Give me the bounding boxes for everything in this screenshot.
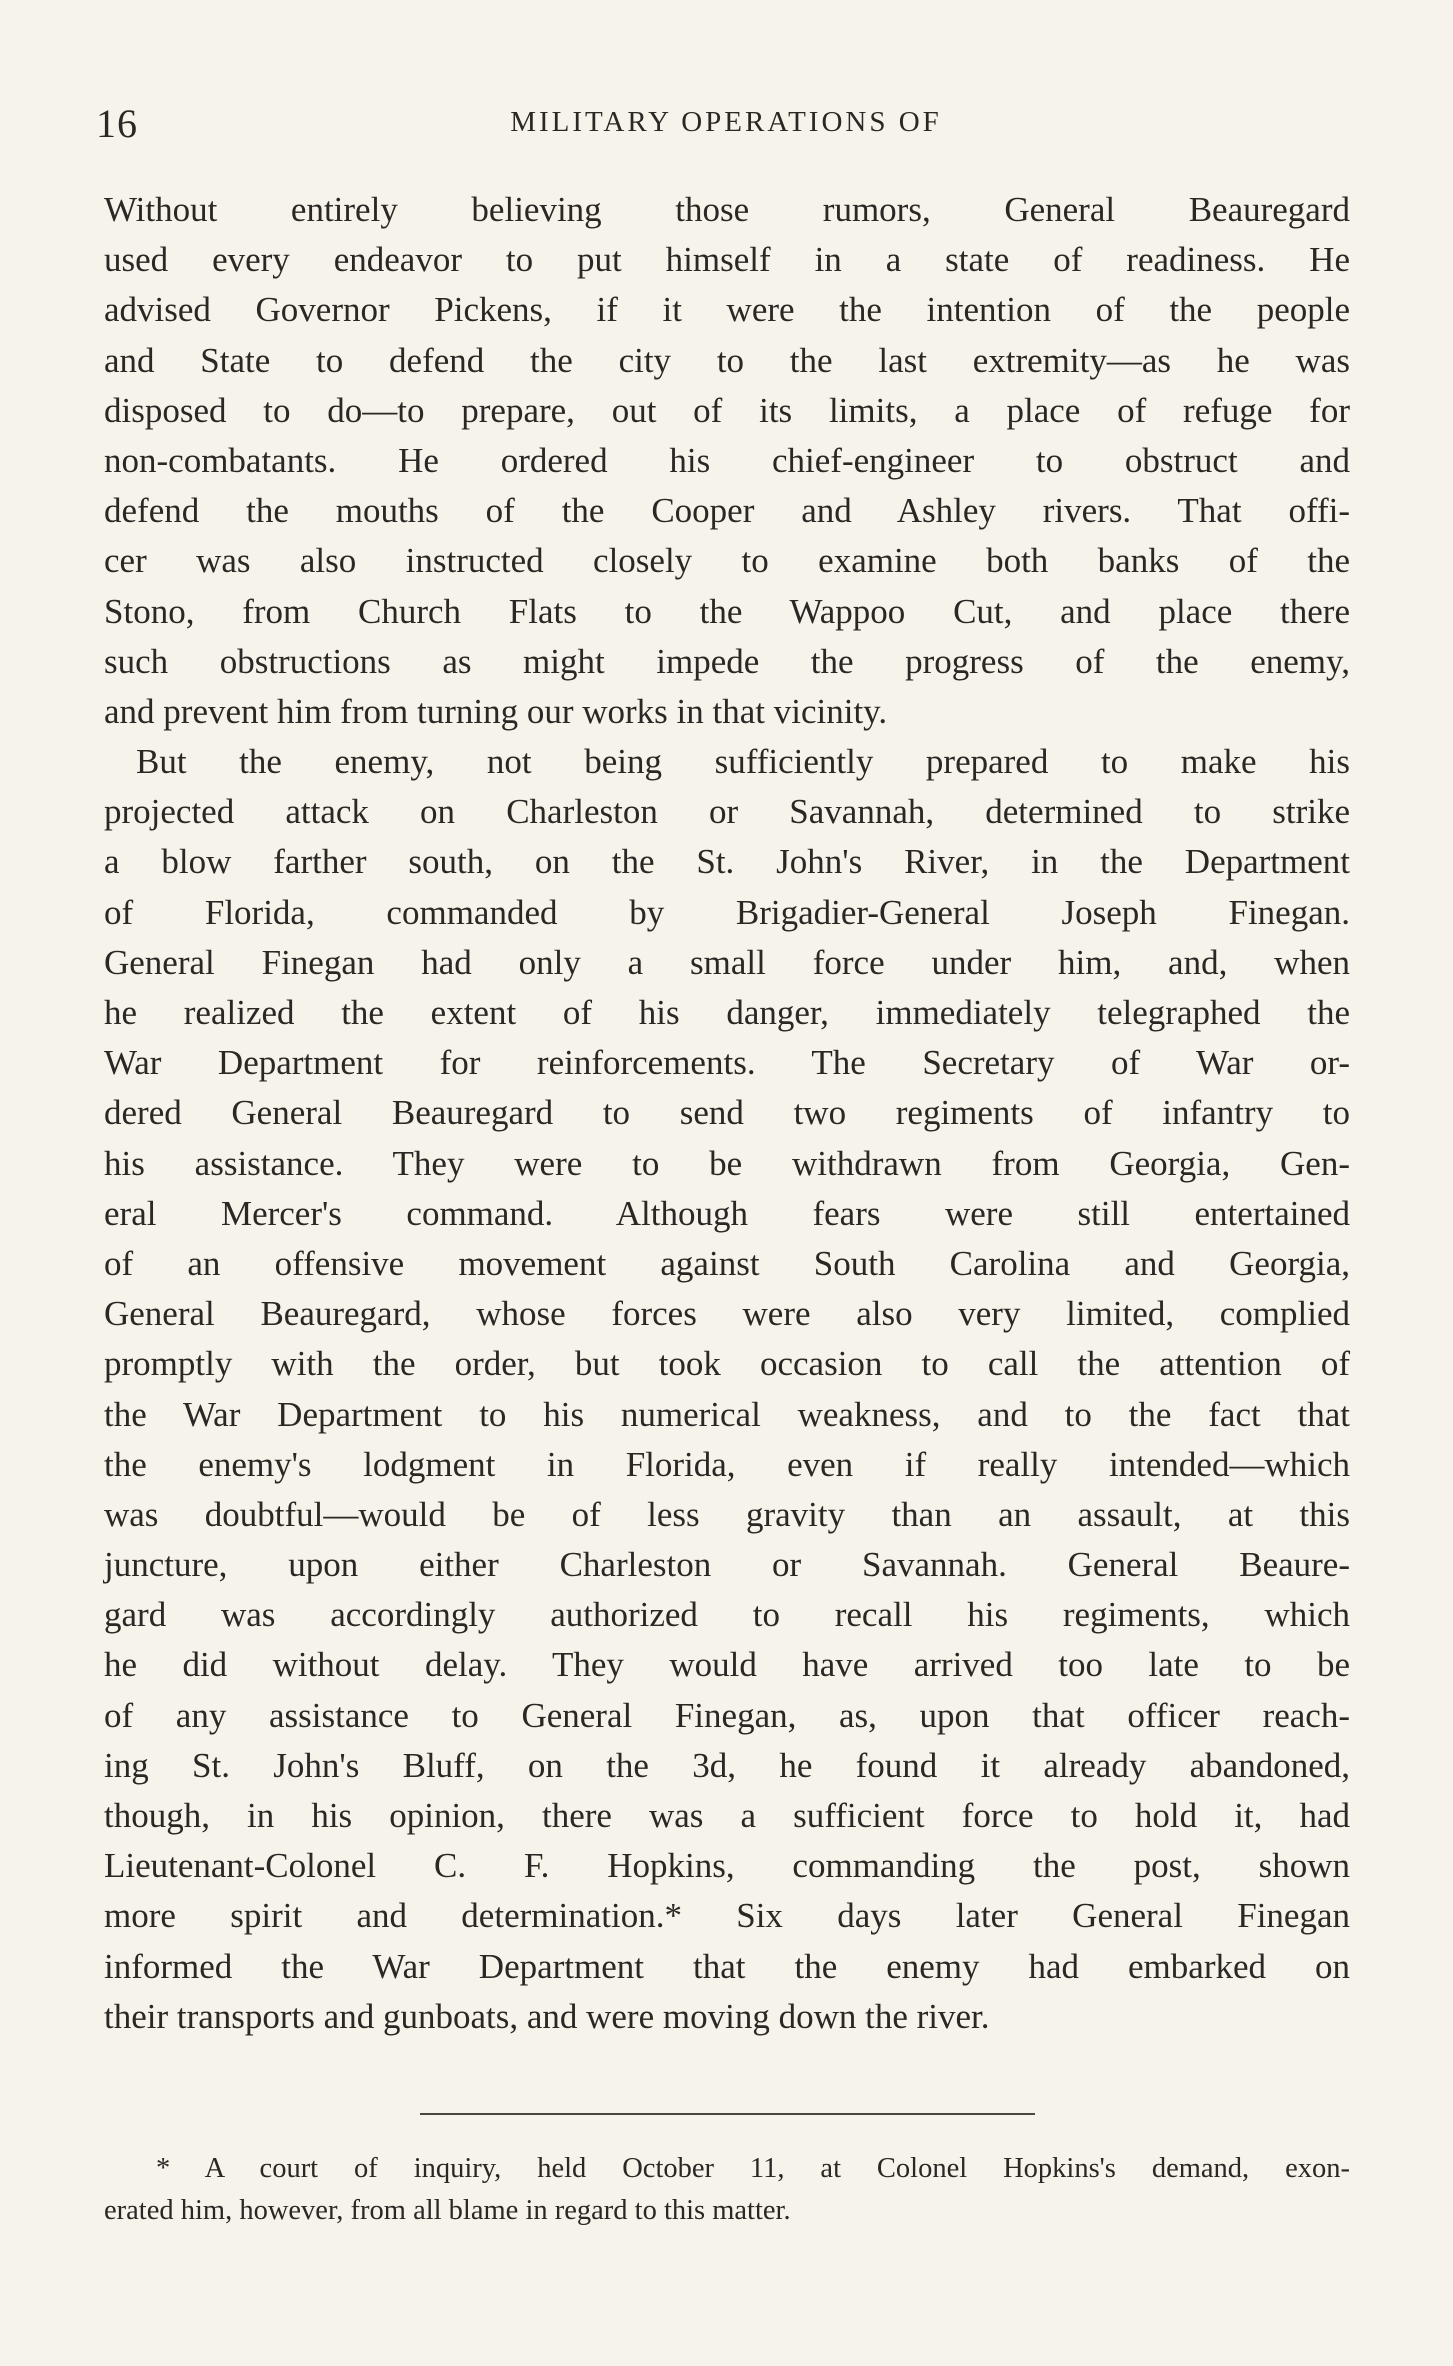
- text-line: of Florida, commanded by Brigadier-General Joseph Finegan.: [104, 892, 1350, 932]
- text-line: he realized the extent of his danger, immediately telegraphed the: [104, 993, 1350, 1032]
- text-line: Without entirely believing those rumors, General Beauregard: [104, 190, 1350, 229]
- text-line: his assistance. They were to be withdrawn from Georgia, Gen-: [104, 1143, 1350, 1183]
- text-line: the enemy's lodgment in Florida, even if really intended—which: [104, 1444, 1350, 1484]
- text-line: their transports and gunboats, and were moving down the river.: [104, 1996, 990, 2036]
- text-line: non-combatants. He ordered his chief-engineer to obstruct and: [104, 440, 1350, 480]
- running-head: MILITARY OPERATIONS OF: [510, 106, 942, 138]
- text-line: defend the mouths of the Cooper and Ashley rivers. That offi-: [104, 491, 1350, 531]
- text-line: Stono, from Church Flats to the Wappoo Cut, and place there: [104, 591, 1350, 631]
- text-line: he did without delay. They would have arrived too late to be: [104, 1645, 1350, 1685]
- text-line: was doubtful—would be of less gravity than an assault, at this: [104, 1494, 1350, 1534]
- text-line: gard was accordingly authorized to recall his regiments, which: [104, 1595, 1350, 1635]
- text-line: eral Mercer's command. Although fears were still entertained: [104, 1193, 1350, 1233]
- text-line: cer was also instructed closely to examine both banks of the: [104, 541, 1350, 581]
- text-line: and prevent him from turning our works in that vicinity.: [104, 691, 888, 731]
- page-header: [96, 100, 1356, 150]
- text-line: General Finegan had only a small force under him, and, when: [104, 942, 1350, 982]
- footnote-line: * A court of inquiry, held October 11, at Colonel Hopkins's demand, exon-: [156, 2153, 1350, 2184]
- text-line: used every endeavor to put himself in a state of readiness. He: [104, 240, 1350, 280]
- footnote: [104, 2148, 1350, 2232]
- text-line: of an offensive movement against South Carolina and Georgia,: [104, 1243, 1350, 1283]
- text-line: Lieutenant-Colonel C. F. Hopkins, commanding the post, shown: [104, 1846, 1350, 1886]
- text-line: General Beauregard, whose forces were also very limited, complied: [104, 1294, 1350, 1334]
- text-line: War Department for reinforcements. The Secretary of War or-: [104, 1043, 1350, 1083]
- text-line: ing St. John's Bluff, on the 3d, he found it already abandoned,: [104, 1745, 1350, 1785]
- text-line: disposed to do—to prepare, out of its limits, a place of refuge for: [104, 390, 1350, 430]
- text-line: the War Department to his numerical weakness, and to the fact that: [104, 1394, 1350, 1434]
- paragraph-start-line: But the enemy, not being sufficiently prepared to make his: [136, 742, 1350, 782]
- footnote-divider: [420, 2113, 1035, 2115]
- text-line: dered General Beauregard to send two regiments of infantry to: [104, 1093, 1350, 1133]
- text-line: promptly with the order, but took occasion to call the attention of: [104, 1344, 1350, 1384]
- main-text: [104, 185, 1350, 2042]
- text-line: such obstructions as might impede the progress of the enemy,: [104, 641, 1350, 681]
- page-number: 16: [96, 101, 138, 146]
- text-line: juncture, upon either Charleston or Savannah. General Beaure-: [104, 1545, 1350, 1585]
- text-line: more spirit and determination.* Six days later General Finegan: [104, 1896, 1350, 1936]
- text-line: projected attack on Charleston or Savannah, determined to strike: [104, 792, 1350, 832]
- text-line: informed the War Department that the enemy had embarked on: [104, 1946, 1350, 1986]
- footnote-line: erated him, however, from all blame in regard to this matter.: [104, 2195, 791, 2226]
- text-line: advised Governor Pickens, if it were the intention of the people: [104, 290, 1350, 330]
- text-line: a blow farther south, on the St. John's River, in the Department: [104, 842, 1350, 882]
- text-line: and State to defend the city to the last extremity—as he was: [104, 340, 1350, 380]
- text-line: of any assistance to General Finegan, as, upon that officer reach-: [104, 1695, 1350, 1735]
- text-line: though, in his opinion, there was a sufficient force to hold it, had: [104, 1796, 1350, 1835]
